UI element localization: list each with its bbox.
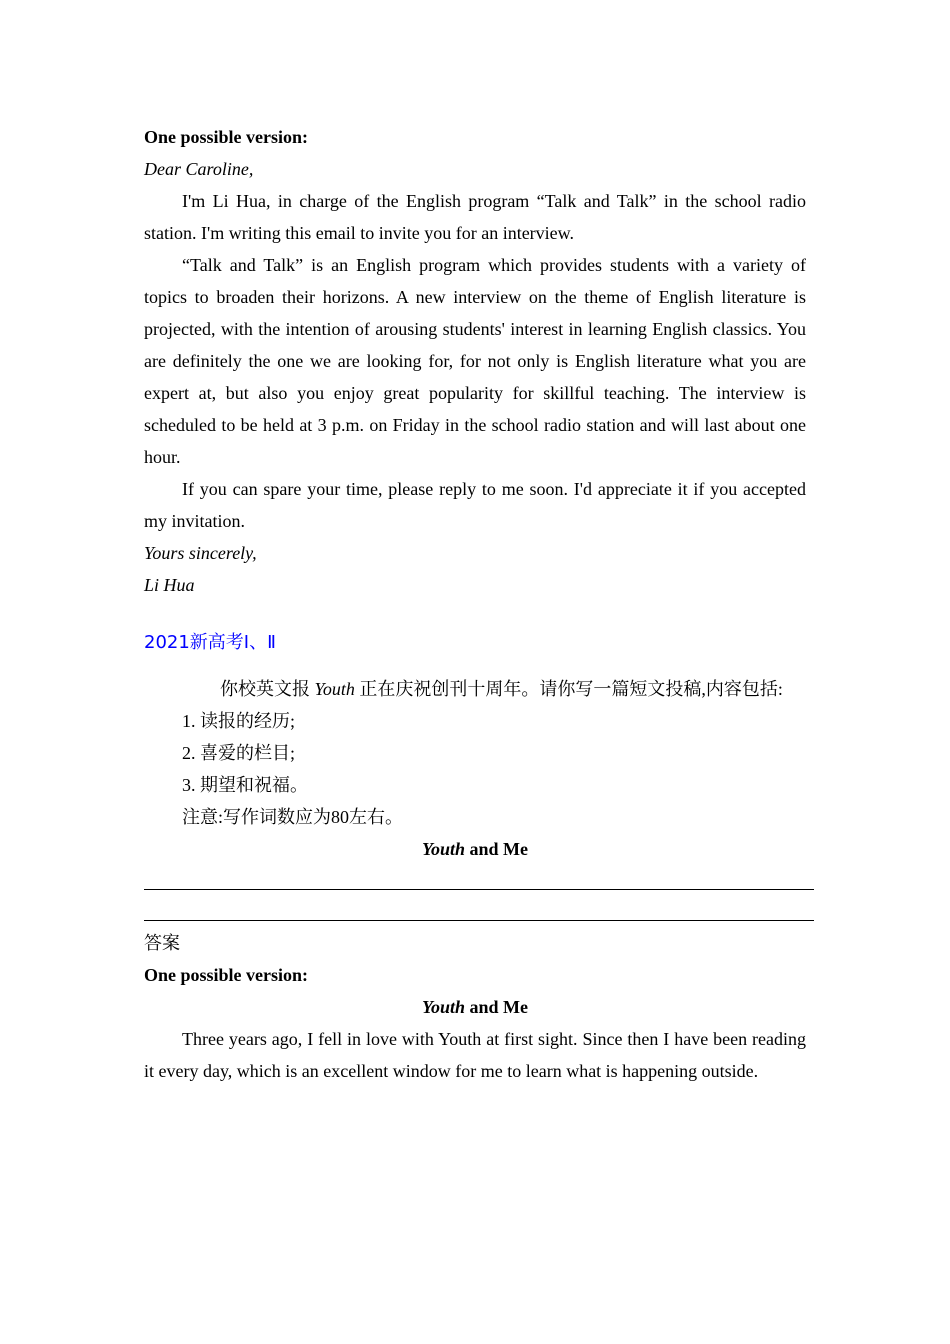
task-prompt (144, 673, 806, 705)
task-title-youth: Youth (421, 839, 466, 859)
task-item-1: 1. 读报的经历; (182, 711, 296, 731)
letter-signature: Li Hua (144, 575, 195, 595)
task-prompt-before: 你校英文报 (220, 679, 315, 699)
document-page (144, 121, 806, 1087)
task-item-3: 3. 期望和祝福。 (182, 775, 308, 795)
section-spacer (144, 601, 806, 627)
task-prompt-youth: Youth (314, 679, 355, 699)
task-title (144, 833, 806, 865)
letter-closing: Yours sincerely, (144, 543, 257, 563)
answer-title (144, 991, 806, 1023)
answer-version-label: One possible version: (144, 965, 309, 985)
exam-heading: 2021新高考Ⅰ、Ⅱ (144, 632, 276, 653)
heading-spacer (144, 659, 806, 673)
letter-paragraph-1: I'm Li Hua, in charge of the English program “Talk and Talk” in the school radio station. I'm writing this email to invite you for an interview. (144, 191, 806, 243)
task-item-2: 2. 喜爱的栏目; (182, 743, 296, 763)
task-prompt-after: 正在庆祝创刊十周年。请你写一篇短文投稿,内容包括: (354, 679, 783, 699)
letter-salutation: Dear Caroline, (144, 159, 254, 179)
task-note: 注意:写作词数应为80左右。 (182, 807, 403, 827)
letter-paragraph-3: If you can spare your time, please reply to me soon. I'd appreciate it if you accepted my invitation. (144, 479, 806, 531)
rule-gap (144, 890, 806, 920)
answer-title-youth: Youth (421, 997, 466, 1017)
version-label: One possible version: (144, 127, 309, 147)
task-title-rest: and Me (465, 839, 529, 859)
rule-spacer (144, 865, 806, 889)
answer-title-rest: and Me (465, 997, 529, 1017)
letter-paragraph-2: “Talk and Talk” is an English program which provides students with a variety of topics to broaden their horizons. A new interview on the theme of English literature is projected, with the intention of arousing students' interest in learning English classics. You are definitely the one we are looking for, for not only is English literature what you are expert at, but also you enjoy great popularity for skillful teaching. The interview is scheduled to be held at 3 p.m. on Friday in the school radio station and will last about one hour. (144, 255, 806, 467)
answer-label: 答案 (144, 933, 180, 953)
answer-paragraph-1: Three years ago, I fell in love with Youth at first sight. Since then I have been reading it every day, which is an excellent window for me to learn what is happening outside. (144, 1029, 806, 1081)
